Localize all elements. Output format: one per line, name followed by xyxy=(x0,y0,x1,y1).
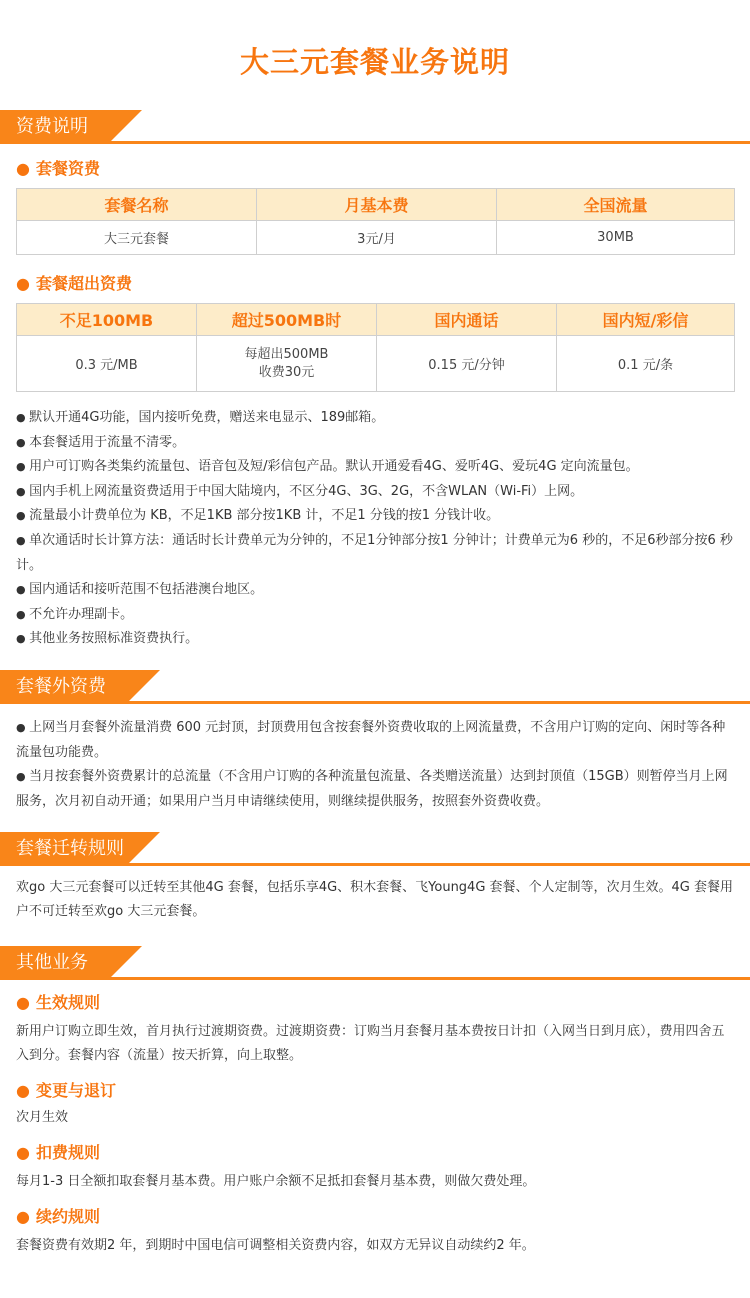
section-rule xyxy=(0,977,750,980)
list-item: ● 流量最小计费单位为 KB，不足1KB 部分按1KB 计，不足1 分钱的按1 分钱计收。 xyxy=(16,504,734,529)
list-item: ● 默认开通4G功能，国内接听免费，赠送来电显示、189邮箱。 xyxy=(16,406,734,431)
list-item: ● 当月按套餐外资费累计的总流量（不含用户订购的各种流量包流量、各类赠送流量）达到封顶值（15GB）则暂停当月上网服务，次月初自动开通；如果用户当月申请继续使用，则继续提供服务，按照套外资费收费。 xyxy=(16,765,734,814)
block-text: 次月生效 xyxy=(16,1110,69,1126)
table-cell: 每超出500MB 收费30元 xyxy=(197,336,377,392)
block-text: 新用户订购立即生效，首月执行过渡期资费。过渡期资费：订购当月套餐月基本费按日计扣（入网当日到月底），费用四舍五入到分。套餐内容（流量）按天折算，向上取整。 xyxy=(16,1024,725,1064)
section-rule xyxy=(0,141,750,144)
subtitle-text: 续约规则 xyxy=(35,1207,100,1227)
subtitle-text: 扣费规则 xyxy=(35,1143,100,1163)
list-item: ● 单次通话时长计算方法：通话时长计费单元为分钟的，不足1分钟部分按1 分钟计；计费单元为6 秒的，不足6秒部分按6 秒计。 xyxy=(16,529,734,578)
table-cell: 0.1 元/条 xyxy=(557,336,735,392)
overage-fee-table xyxy=(16,303,735,392)
table-header-cell: 国内通话 xyxy=(377,304,557,336)
bullet-dot-icon: ● xyxy=(16,1207,30,1227)
bullet-dot-icon: ● xyxy=(16,993,30,1013)
bullet-dot-icon: ● xyxy=(16,1081,30,1101)
table-header-cell: 全国流量 xyxy=(497,189,735,221)
table-cell: 0.15 元/分钟 xyxy=(377,336,557,392)
subtitle-text: 变更与退订 xyxy=(35,1081,116,1101)
bullet-dot-icon: ● xyxy=(16,274,30,293)
section-header-fees xyxy=(0,110,750,144)
subtitle-overage-fee xyxy=(0,271,750,297)
section-tab: 套餐外资费 xyxy=(0,670,126,704)
table-cell: 3元/月 xyxy=(257,221,497,255)
list-item: ● 本套餐适用于流量不清零。 xyxy=(16,431,734,456)
subtitle-renewal-rule xyxy=(0,1204,750,1230)
list-item: ● 国内通话和接听范围不包括港澳台地区。 xyxy=(16,578,734,603)
section-header-other xyxy=(0,946,750,980)
table-header-cell: 超过500MB时 xyxy=(197,304,377,336)
table-header-cell: 国内短/彩信 xyxy=(557,304,735,336)
subtitle-billing-rule xyxy=(0,1140,750,1166)
section-header-migration xyxy=(0,832,750,866)
table-header-cell: 套餐名称 xyxy=(17,189,257,221)
list-item: ● 上网当月套餐外流量消费 600 元封顶，封顶费用包含按套餐外资费收取的上网流量费，不含用户订购的定向、闲时等各种流量包功能费。 xyxy=(16,716,734,765)
bullet-dot-icon: ● xyxy=(16,1143,30,1163)
subtitle-text: 套餐超出资费 xyxy=(35,274,132,293)
block-text: 每月1-3 日全额扣取套餐月基本费。用户账户余额不足抵扣套餐月基本费，则做欠费处理。 xyxy=(16,1174,536,1190)
subtitle-effective-rule xyxy=(0,990,750,1016)
list-item: ● 其他业务按照标准资费执行。 xyxy=(16,627,734,652)
subtitle-text: 生效规则 xyxy=(35,993,100,1013)
block-text: 套餐资费有效期2 年，到期时中国电信可调整相关资费内容，如双方无异议自动续约2 年。 xyxy=(16,1238,535,1254)
section-rule xyxy=(0,701,750,704)
section-tab: 资费说明 xyxy=(0,110,108,144)
list-item: ● 国内手机上网流量资费适用于中国大陆境内，不区分4G、3G、2G，不含WLAN（Wi-Fi）上网。 xyxy=(16,480,734,505)
fee-notes-list xyxy=(0,406,750,652)
section-tab: 其他业务 xyxy=(0,946,108,980)
migration-text: 欢go 大三元套餐可以迁转至其他4G 套餐，包括乐享4G、积木套餐、飞Young4G 套餐、个人定制等，次月生效。4G 套餐用户不可迁转至欢go 大三元套餐。 xyxy=(16,880,734,920)
section-tab: 套餐迁转规则 xyxy=(0,832,126,866)
subtitle-package-fee xyxy=(0,156,750,182)
table-header-cell: 月基本费 xyxy=(257,189,497,221)
section-header-extra xyxy=(0,670,750,704)
package-fee-table xyxy=(16,188,735,255)
section-rule xyxy=(0,863,750,866)
table-cell: 大三元套餐 xyxy=(17,221,257,255)
table-cell: 0.3 元/MB xyxy=(17,336,197,392)
table-cell: 30MB xyxy=(497,221,735,255)
bullet-dot-icon: ● xyxy=(16,159,30,178)
table-header-cell: 不足100MB xyxy=(17,304,197,336)
page-title: 大三元套餐业务说明 xyxy=(239,45,510,79)
extra-notes-list xyxy=(0,716,750,814)
subtitle-change-cancel xyxy=(0,1078,750,1104)
subtitle-text: 套餐资费 xyxy=(35,159,100,178)
list-item: ● 不允许办理副卡。 xyxy=(16,603,734,628)
list-item: ● 用户可订购各类集约流量包、语音包及短/彩信包产品。默认开通爱看4G、爱听4G、爱玩4G 定向流量包。 xyxy=(16,455,734,480)
